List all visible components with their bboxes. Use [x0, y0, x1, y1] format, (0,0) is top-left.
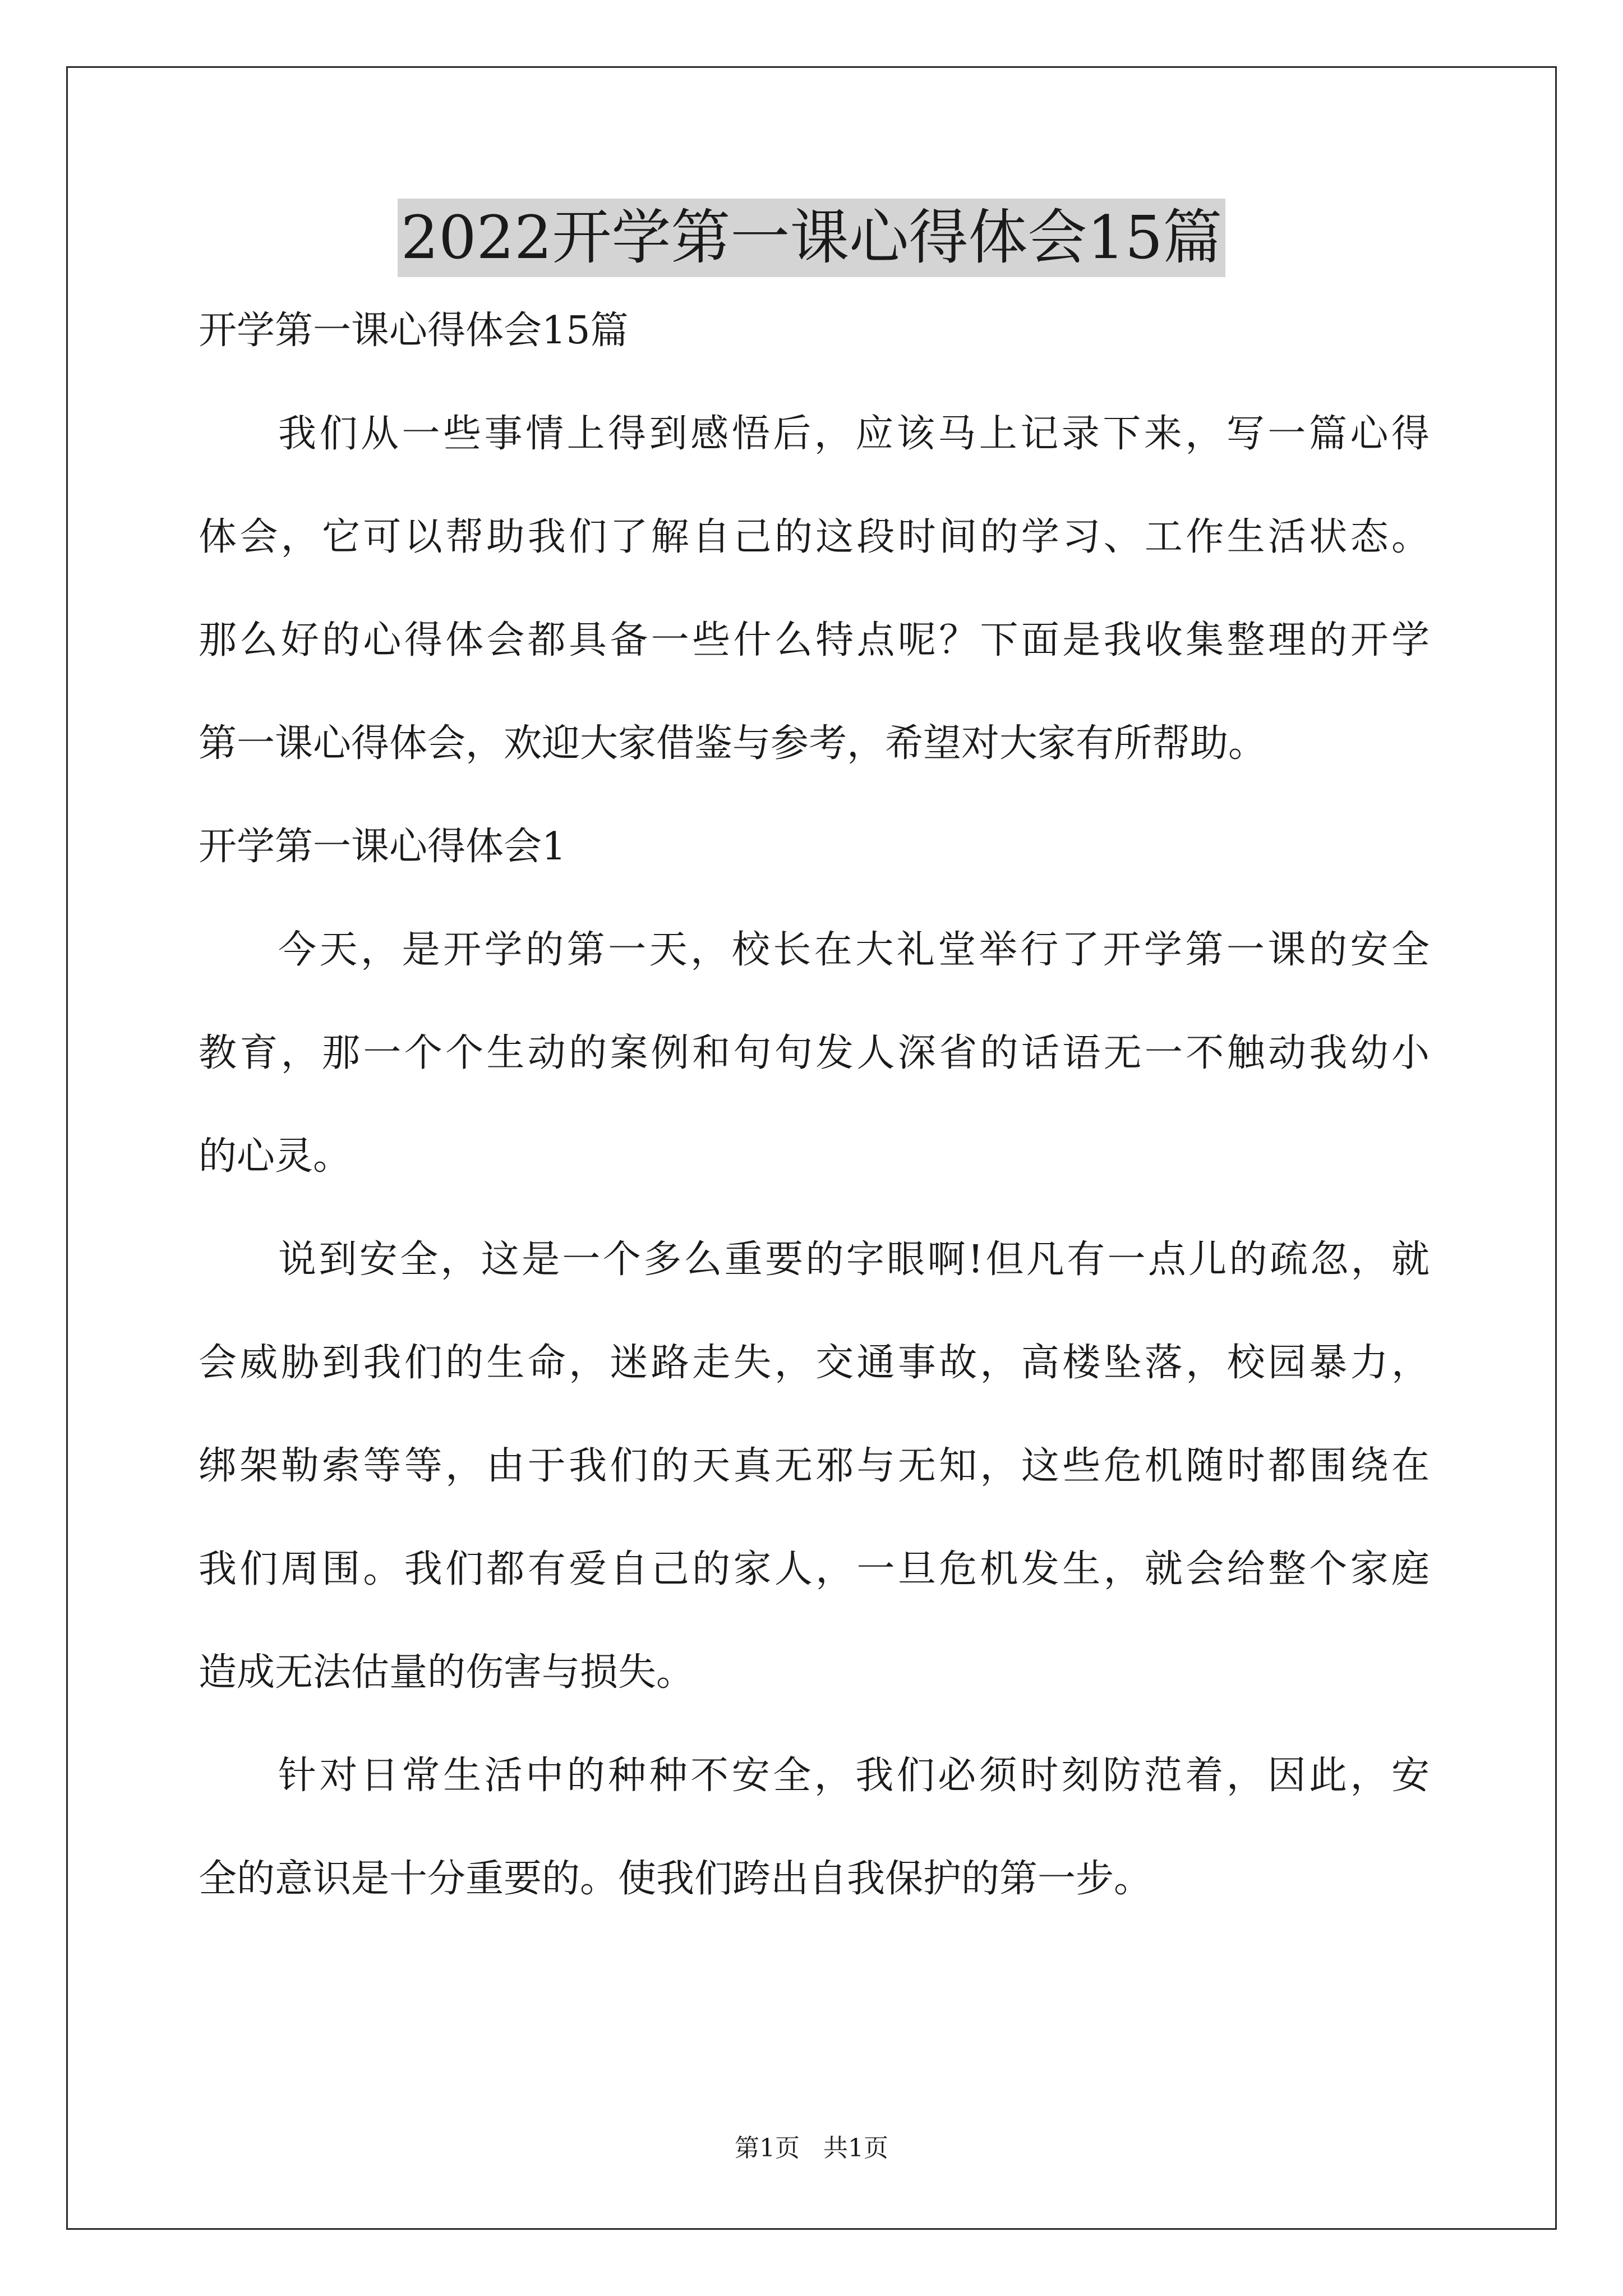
page-number: 第1页	[735, 2134, 800, 2162]
title-container	[0, 199, 1623, 277]
paragraph2-line: 说到安全，这是一个多么重要的字眼啊!但凡有一点儿的疏忽，就	[278, 1237, 1430, 1282]
intro-line: 我们从一些事情上得到感悟后，应该马上记录下来，写一篇心得	[278, 412, 1430, 456]
paragraph2-line: 会威胁到我们的生命，迷路走失，交通事故，高楼坠落，校园暴力，	[199, 1341, 1430, 1385]
intro-line: 那么好的心得体会都具备一些什么特点呢？下面是我收集整理的开学	[199, 618, 1430, 662]
paragraph2-line: 造成无法估量的伤害与损失。	[199, 1650, 695, 1695]
intro-line: 体会，它可以帮助我们了解自己的这段时间的学习、工作生活状态。	[199, 515, 1430, 559]
paragraph3-line: 针对日常生活中的种种不安全，我们必须时刻防范着，因此，安	[278, 1754, 1430, 1798]
intro-line: 第一课心得体会，欢迎大家借鉴与参考，希望对大家有所帮助。	[199, 721, 1267, 766]
document-title: 2022开学第一课心得体会15篇	[398, 199, 1226, 277]
document-body	[199, 303, 1430, 1907]
page-footer	[0, 2132, 1623, 2165]
page-count: 共1页	[823, 2134, 888, 2162]
paragraph2-line: 我们周围。我们都有爱自己的家人，一旦危机发生，就会给整个家庭	[199, 1547, 1430, 1591]
paragraph1-line: 的心灵。	[199, 1134, 352, 1179]
paragraph1-line: 今天，是开学的第一天，校长在大礼堂举行了开学第一课的安全	[278, 928, 1430, 972]
paragraph1-line: 教育，那一个个生动的案例和句句发人深省的话语无一不触动我幼小	[199, 1031, 1430, 1075]
paragraph3-line: 全的意识是十分重要的。使我们跨出自我保护的第一步。	[199, 1857, 1152, 1901]
section-heading: 开学第一课心得体会1	[199, 825, 566, 869]
paragraph2-line: 绑架勒索等等，由于我们的天真无邪与无知，这些危机随时都围绕在	[199, 1444, 1430, 1488]
subtitle: 开学第一课心得体会15篇	[199, 309, 629, 353]
